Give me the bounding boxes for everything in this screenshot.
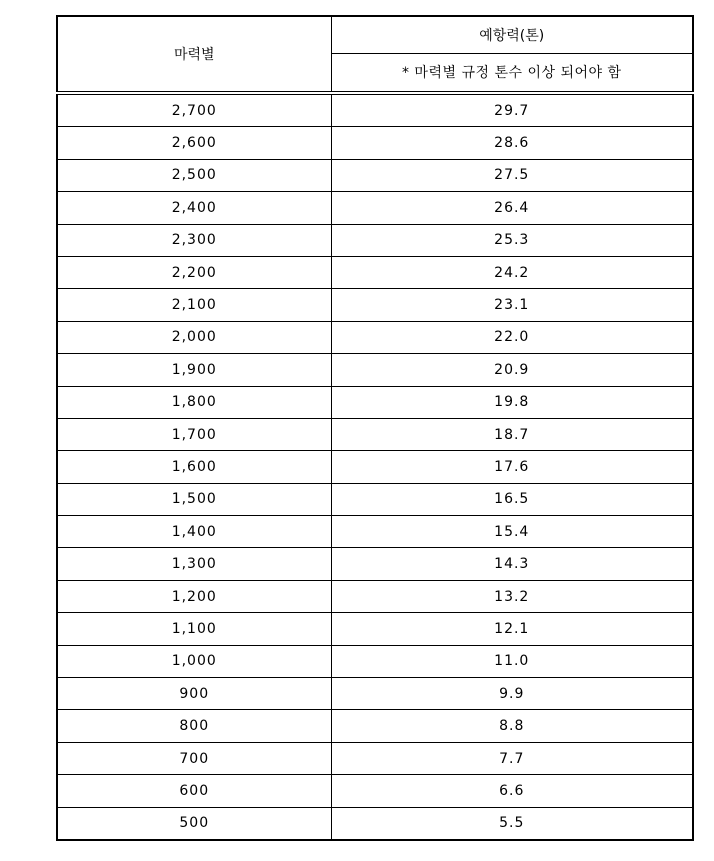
thrust-cell: 26.4 <box>331 192 693 224</box>
horsepower-cell: 800 <box>57 710 331 742</box>
table-row <box>57 386 693 418</box>
table-row <box>57 645 693 677</box>
header-thrust-note: * 마력별 규정 톤수 이상 되어야 함 <box>331 53 693 93</box>
thrust-cell: 12.1 <box>331 613 693 645</box>
table-row <box>57 548 693 580</box>
thrust-cell: 27.5 <box>331 159 693 191</box>
horsepower-cell: 2,200 <box>57 256 331 288</box>
header-horsepower: 마력별 <box>57 16 331 93</box>
horsepower-cell: 2,500 <box>57 159 331 191</box>
table-row <box>57 354 693 386</box>
table-row <box>57 742 693 774</box>
horsepower-cell: 2,400 <box>57 192 331 224</box>
table-body <box>57 93 693 840</box>
horsepower-cell: 1,500 <box>57 483 331 515</box>
table-row <box>57 613 693 645</box>
thrust-cell: 15.4 <box>331 516 693 548</box>
table-row <box>57 192 693 224</box>
table-row <box>57 451 693 483</box>
horsepower-cell: 900 <box>57 678 331 710</box>
thrust-cell: 19.8 <box>331 386 693 418</box>
table-row <box>57 807 693 840</box>
thrust-cell: 16.5 <box>331 483 693 515</box>
table-row <box>57 678 693 710</box>
horsepower-cell: 2,100 <box>57 289 331 321</box>
thrust-cell: 23.1 <box>331 289 693 321</box>
table-header <box>57 16 693 93</box>
thrust-cell: 13.2 <box>331 580 693 612</box>
thrust-cell: 20.9 <box>331 354 693 386</box>
thrust-cell: 5.5 <box>331 807 693 840</box>
horsepower-cell: 1,900 <box>57 354 331 386</box>
thrust-cell: 22.0 <box>331 321 693 353</box>
horsepower-cell: 2,600 <box>57 127 331 159</box>
horsepower-cell: 600 <box>57 775 331 807</box>
horsepower-thrust-table <box>56 15 694 841</box>
header-towing-thrust: 예항력(톤) <box>331 16 693 53</box>
table-row <box>57 224 693 256</box>
horsepower-cell: 2,700 <box>57 93 331 127</box>
horsepower-cell: 1,000 <box>57 645 331 677</box>
table-row <box>57 256 693 288</box>
horsepower-cell: 700 <box>57 742 331 774</box>
thrust-cell: 11.0 <box>331 645 693 677</box>
horsepower-cell: 1,300 <box>57 548 331 580</box>
thrust-cell: 7.7 <box>331 742 693 774</box>
table-row <box>57 321 693 353</box>
horsepower-cell: 2,300 <box>57 224 331 256</box>
table-row <box>57 418 693 450</box>
thrust-cell: 9.9 <box>331 678 693 710</box>
table-row <box>57 483 693 515</box>
thrust-cell: 18.7 <box>331 418 693 450</box>
thrust-cell: 28.6 <box>331 127 693 159</box>
thrust-cell: 25.3 <box>331 224 693 256</box>
horsepower-cell: 1,600 <box>57 451 331 483</box>
table-row <box>57 289 693 321</box>
table-row <box>57 127 693 159</box>
horsepower-cell: 1,200 <box>57 580 331 612</box>
table-row <box>57 516 693 548</box>
thrust-cell: 29.7 <box>331 93 693 127</box>
horsepower-cell: 2,000 <box>57 321 331 353</box>
table-row <box>57 710 693 742</box>
horsepower-cell: 1,800 <box>57 386 331 418</box>
table-row <box>57 580 693 612</box>
thrust-cell: 14.3 <box>331 548 693 580</box>
thrust-cell: 17.6 <box>331 451 693 483</box>
table-row <box>57 93 693 127</box>
table-row <box>57 775 693 807</box>
horsepower-cell: 1,400 <box>57 516 331 548</box>
horsepower-cell: 1,700 <box>57 418 331 450</box>
horsepower-cell: 1,100 <box>57 613 331 645</box>
thrust-cell: 8.8 <box>331 710 693 742</box>
thrust-cell: 24.2 <box>331 256 693 288</box>
thrust-cell: 6.6 <box>331 775 693 807</box>
table-row <box>57 159 693 191</box>
horsepower-cell: 500 <box>57 807 331 840</box>
